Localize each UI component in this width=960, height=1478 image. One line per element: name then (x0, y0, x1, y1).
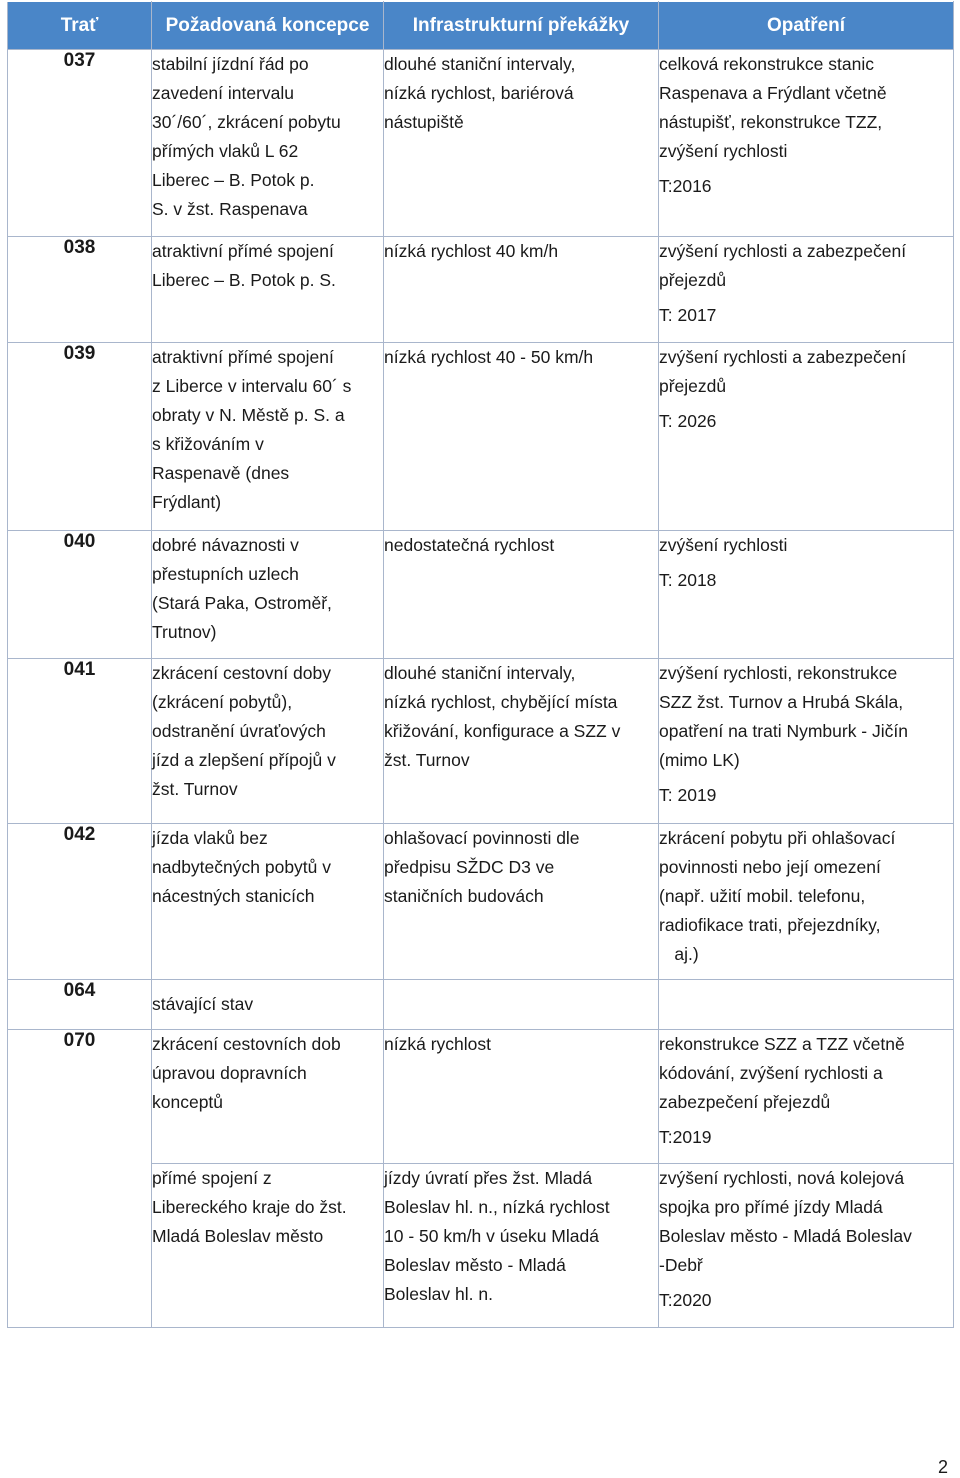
text-line: zavedení intervalu (152, 83, 295, 103)
text-line: stabilní jízdní řád po (152, 54, 309, 74)
table-row (8, 659, 954, 824)
text-line: křižování, konfigurace a SZZ v (384, 721, 621, 741)
table-row (8, 531, 954, 659)
text-line: atraktivní přímé spojení (152, 347, 334, 367)
text-line: dobré návaznosti v (152, 535, 299, 555)
text-line: zkrácení pobytu při ohlašovací (659, 828, 896, 848)
text-line: staničních budovách (384, 886, 544, 906)
opatreni-cell (659, 1164, 954, 1328)
prekazky-cell (384, 824, 659, 980)
table-row (8, 50, 954, 237)
text-line: přejezdů (659, 270, 727, 290)
text-line: nízká rychlost 40 - 50 km/h (384, 347, 594, 367)
termin-text: T: 2026 (659, 411, 717, 431)
text-line: Boleslav hl. n., nízká rychlost (384, 1197, 610, 1217)
text-line: -Debř (659, 1255, 703, 1275)
text-line: Liberec – B. Potok p. S. (152, 270, 336, 290)
prekazky-cell (384, 237, 659, 343)
text-line: Raspenavě (dnes (152, 463, 290, 483)
koncepce-cell (152, 980, 384, 1030)
text-line: atraktivní přímé spojení (152, 241, 334, 261)
termin-text: T: 2018 (659, 570, 717, 590)
text-line: přejezdů (659, 376, 727, 396)
koncepce-cell (152, 1030, 384, 1164)
text-line: nízká rychlost, chybějící místa (384, 692, 618, 712)
text-line: nedostatečná rychlost (384, 535, 555, 555)
text-line: zkrácení cestovních dob (152, 1034, 341, 1054)
table-row (8, 980, 954, 1030)
text-line: (mimo LK) (659, 750, 740, 770)
text-line: odstranění úvraťových (152, 721, 326, 741)
koncepce-cell (152, 50, 384, 237)
text-line: radiofikace trati, přejezdníky, (659, 915, 881, 935)
table-row (8, 237, 954, 343)
text-line: Boleslav hl. n. (384, 1284, 493, 1304)
text-line: spojka pro přímé jízdy Mladá (659, 1197, 883, 1217)
koncepce-cell (152, 343, 384, 531)
text-line: stávající stav (152, 994, 254, 1014)
text-line: Raspenava a Frýdlant včetně (659, 83, 887, 103)
termin-text: T:2016 (659, 176, 712, 196)
koncepce-cell (152, 824, 384, 980)
text-line: Mladá Boleslav město (152, 1226, 324, 1246)
text-line: ohlašovací povinnosti dle (384, 828, 580, 848)
table-row (8, 824, 954, 980)
text-line: S. v žst. Raspenava (152, 199, 308, 219)
koncepce-cell (152, 659, 384, 824)
header-trat: Trať (8, 2, 152, 50)
text-line: aj.) (674, 944, 699, 964)
prekazky-cell (384, 980, 659, 1030)
text-line: zvýšení rychlosti a zabezpečení (659, 347, 907, 367)
trat-cell: 037 (8, 50, 152, 237)
text-line: nástupišť, rekonstrukce TZZ, (659, 112, 883, 132)
text-line: celková rekonstrukce stanic (659, 54, 874, 74)
text-line: zvýšení rychlosti (659, 535, 788, 555)
text-line: předpisu SŽDC D3 ve (384, 857, 555, 877)
prekazky-cell (384, 531, 659, 659)
opatreni-cell (659, 1030, 954, 1164)
text-line: dlouhé staniční intervaly, (384, 54, 576, 74)
text-line: zvýšení rychlosti (659, 141, 788, 161)
opatreni-cell (659, 980, 954, 1030)
text-line: úpravou dopravních (152, 1063, 307, 1083)
text-line: jízd a zlepšení přípojů v (152, 750, 336, 770)
text-line: kódování, zvýšení rychlosti a (659, 1063, 883, 1083)
termin-text: T: 2017 (659, 305, 717, 325)
measures-table (7, 1, 954, 1328)
text-line: žst. Turnov (152, 779, 238, 799)
text-line: zvýšení rychlosti a zabezpečení (659, 241, 907, 261)
prekazky-cell (384, 343, 659, 531)
prekazky-cell (384, 50, 659, 237)
trat-cell: 039 (8, 343, 152, 531)
text-line: nízká rychlost, bariérová (384, 83, 574, 103)
termin-text: T: 2019 (659, 785, 717, 805)
text-line: Libereckého kraje do žst. (152, 1197, 347, 1217)
trat-cell: 064 (8, 980, 152, 1030)
text-line: Boleslav město - Mladá Boleslav (659, 1226, 912, 1246)
opatreni-cell (659, 343, 954, 531)
text-line: přímých vlaků L 62 (152, 141, 299, 161)
text-line: zvýšení rychlosti, rekonstrukce (659, 663, 898, 683)
text-line: nástupiště (384, 112, 464, 132)
termin-text: T:2020 (659, 1290, 712, 1310)
table-row (8, 343, 954, 531)
text-line: nízká rychlost (384, 1034, 491, 1054)
text-line: Trutnov) (152, 622, 217, 642)
koncepce-cell (152, 531, 384, 659)
opatreni-cell (659, 824, 954, 980)
header-row (8, 2, 954, 50)
text-line: s křižováním v (152, 434, 264, 454)
text-line: obraty v N. Městě p. S. a (152, 405, 345, 425)
trat-cell: 038 (8, 237, 152, 343)
text-line: (Stará Paka, Ostroměř, (152, 593, 332, 613)
text-line: jízdy úvratí přes žst. Mladá (384, 1168, 593, 1188)
text-line: přestupních uzlech (152, 564, 299, 584)
text-line: opatření na trati Nymburk - Jičín (659, 721, 908, 741)
text-line: zabezpečení přejezdů (659, 1092, 831, 1112)
prekazky-cell (384, 1030, 659, 1164)
header-koncepce: Požadovaná koncepce (152, 2, 384, 50)
header-opatreni: Opatření (659, 2, 954, 50)
trat-cell: 070 (8, 1030, 152, 1328)
text-line: Boleslav město - Mladá (384, 1255, 566, 1275)
text-line: zvýšení rychlosti, nová kolejová (659, 1168, 905, 1188)
koncepce-cell (152, 237, 384, 343)
opatreni-cell (659, 50, 954, 237)
opatreni-cell (659, 237, 954, 343)
text-line: dlouhé staniční intervaly, (384, 663, 576, 683)
text-line: zkrácení cestovní doby (152, 663, 331, 683)
trat-cell: 040 (8, 531, 152, 659)
text-line: nízká rychlost 40 km/h (384, 241, 559, 261)
text-line: Frýdlant) (152, 492, 222, 512)
text-line: Liberec – B. Potok p. (152, 170, 315, 190)
opatreni-cell (659, 531, 954, 659)
text-line: SZZ žst. Turnov a Hrubá Skála, (659, 692, 904, 712)
opatreni-cell (659, 659, 954, 824)
header-prekazky: Infrastrukturní překážky (384, 2, 659, 50)
prekazky-cell (384, 1164, 659, 1328)
text-line: konceptů (152, 1092, 224, 1112)
text-line: z Liberce v intervalu 60´ s (152, 376, 352, 396)
text-line: 10 - 50 km/h v úseku Mladá (384, 1226, 599, 1246)
text-line: jízda vlaků bez (152, 828, 268, 848)
trat-cell: 041 (8, 659, 152, 824)
text-line: rekonstrukce SZZ a TZZ včetně (659, 1034, 905, 1054)
termin-text: T:2019 (659, 1127, 712, 1147)
text-line: nácestných stanicích (152, 886, 315, 906)
table-row (8, 1030, 954, 1164)
text-line: (např. užití mobil. telefonu, (659, 886, 866, 906)
trat-cell: 042 (8, 824, 152, 980)
text-line: nadbytečných pobytů v (152, 857, 332, 877)
text-line: 30´/60´, zkrácení pobytu (152, 112, 341, 132)
text-line: povinnosti nebo její omezení (659, 857, 881, 877)
text-line: (zkrácení pobytů), (152, 692, 293, 712)
text-line: přímé spojení z (152, 1168, 272, 1188)
page-number: 2 (937, 1457, 948, 1477)
text-line: žst. Turnov (384, 750, 470, 770)
koncepce-cell (152, 1164, 384, 1328)
prekazky-cell (384, 659, 659, 824)
